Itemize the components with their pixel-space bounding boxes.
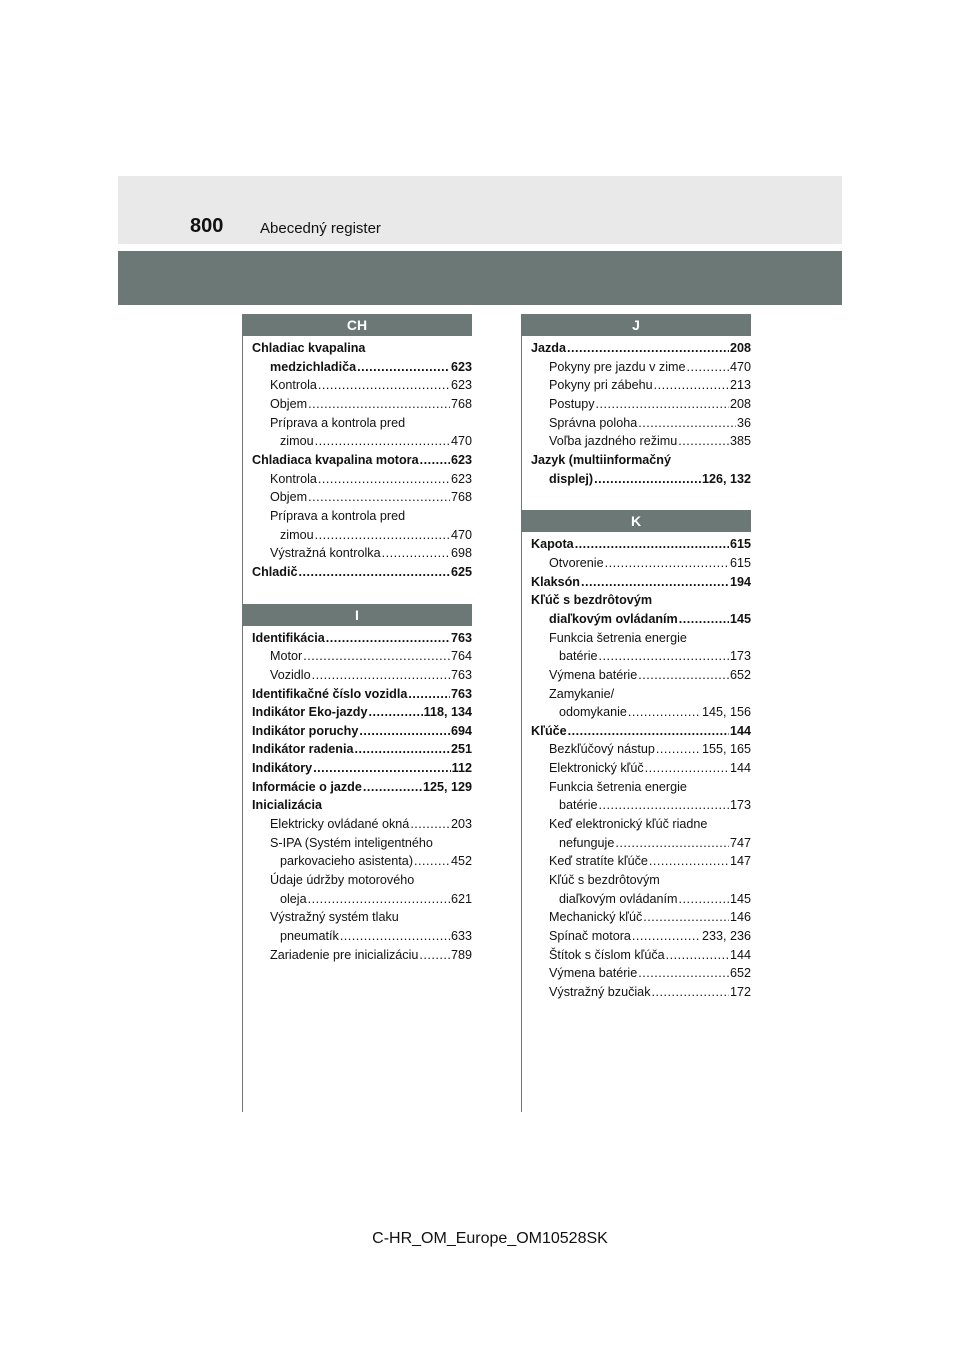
entry-term: Spínač motora bbox=[549, 929, 631, 944]
index-entry bbox=[531, 470, 751, 489]
index-entry bbox=[531, 946, 751, 965]
letter-heading: CH bbox=[242, 314, 472, 336]
entry-term: pneumatík bbox=[280, 929, 339, 944]
entry-page-ref: 615 bbox=[729, 555, 751, 570]
entry-page-ref: 789 bbox=[450, 947, 472, 962]
entry-page-ref: 768 bbox=[450, 490, 472, 505]
entry-page-ref: 213 bbox=[729, 378, 751, 393]
index-entry bbox=[531, 964, 751, 983]
entry-term: displej) bbox=[549, 471, 594, 486]
entry-term: batérie bbox=[559, 649, 598, 664]
entry-page-ref: 470 bbox=[450, 527, 472, 542]
entry-page-ref: 146 bbox=[729, 910, 751, 925]
index-entry bbox=[531, 339, 751, 358]
index-entry bbox=[531, 871, 751, 890]
index-entry bbox=[531, 908, 751, 927]
entry-page-ref: 623 bbox=[450, 452, 472, 467]
chapter-band bbox=[118, 251, 842, 305]
entry-page-ref: 233, 236 bbox=[701, 929, 751, 944]
entry-page-ref: 747 bbox=[729, 835, 751, 850]
index-entry bbox=[252, 507, 472, 526]
index-entry bbox=[252, 339, 472, 358]
dot-leader bbox=[312, 666, 450, 685]
index-entry bbox=[252, 432, 472, 451]
dot-leader bbox=[638, 414, 736, 433]
index-entry bbox=[252, 629, 472, 648]
letter-heading: K bbox=[521, 510, 751, 532]
entry-page-ref: 764 bbox=[450, 649, 472, 664]
dot-leader bbox=[340, 927, 450, 946]
entry-term: oleja bbox=[280, 891, 307, 906]
dot-leader bbox=[679, 610, 729, 629]
dot-leader bbox=[382, 544, 450, 563]
entry-term: odomykanie bbox=[559, 705, 627, 720]
index-entry bbox=[252, 376, 472, 395]
entry-term: Identifikačné číslo vozidla bbox=[252, 686, 408, 701]
index-entry-list bbox=[242, 339, 472, 582]
entry-term: Kľúče bbox=[531, 723, 567, 738]
entry-term: Kontrola bbox=[270, 378, 317, 393]
entry-page-ref: 251 bbox=[450, 742, 472, 757]
index-entry bbox=[252, 852, 472, 871]
dot-leader bbox=[645, 759, 729, 778]
entry-term: Chladiaca kvapalina motora bbox=[252, 452, 419, 467]
entry-term: Funkcia šetrenia energie bbox=[549, 779, 687, 794]
index-entry bbox=[531, 451, 751, 470]
entry-term: S-IPA (Systém inteligentného bbox=[270, 835, 433, 850]
index-entry bbox=[252, 666, 472, 685]
index-entry bbox=[252, 908, 472, 927]
page-number: 800 bbox=[190, 215, 224, 237]
entry-page-ref: 698 bbox=[450, 546, 472, 561]
section-gap bbox=[242, 582, 472, 604]
entry-page-ref: 36 bbox=[736, 415, 751, 430]
entry-page-ref: 452 bbox=[450, 854, 472, 869]
dot-leader bbox=[599, 647, 729, 666]
index-entry bbox=[252, 759, 472, 778]
entry-term: medzichladiča bbox=[270, 359, 357, 374]
dot-leader bbox=[315, 432, 450, 451]
index-entry bbox=[252, 722, 472, 741]
entry-term: Jazyk (multiinformačný bbox=[531, 452, 671, 467]
index-entry bbox=[531, 927, 751, 946]
dot-leader bbox=[643, 908, 729, 927]
dot-leader bbox=[687, 358, 729, 377]
dot-leader bbox=[652, 983, 729, 1002]
entry-page-ref: 652 bbox=[729, 667, 751, 682]
dot-leader bbox=[318, 470, 450, 489]
entry-term: Výstražná kontrolka bbox=[270, 546, 381, 561]
index-entry bbox=[531, 722, 751, 741]
dot-leader bbox=[605, 554, 729, 573]
dot-leader bbox=[308, 488, 450, 507]
header-band bbox=[118, 176, 842, 244]
dot-leader bbox=[596, 395, 729, 414]
dot-leader bbox=[575, 535, 729, 554]
index-entry-list bbox=[242, 629, 472, 965]
index-entry bbox=[531, 573, 751, 592]
entry-page-ref: 623 bbox=[450, 471, 472, 486]
index-entry bbox=[531, 890, 751, 909]
entry-page-ref: 763 bbox=[450, 667, 472, 682]
entry-term: Informácie o jazde bbox=[252, 779, 362, 794]
index-entry bbox=[531, 414, 751, 433]
entry-page-ref: 145, 156 bbox=[701, 705, 751, 720]
index-entry bbox=[252, 871, 472, 890]
entry-term: Elektricky ovládané okná bbox=[270, 817, 410, 832]
dot-leader bbox=[308, 395, 450, 414]
index-entry bbox=[531, 759, 751, 778]
entry-term: Kapota bbox=[531, 537, 574, 552]
index-entry bbox=[531, 358, 751, 377]
entry-term: batérie bbox=[559, 798, 598, 813]
entry-page-ref: 763 bbox=[450, 630, 472, 645]
entry-page-ref: 145 bbox=[729, 611, 751, 626]
index-entry-list bbox=[521, 535, 751, 1001]
entry-page-ref: 470 bbox=[450, 434, 472, 449]
entry-term: Príprava a kontrola pred bbox=[270, 415, 406, 430]
entry-term: Elektronický kľúč bbox=[549, 761, 644, 776]
entry-page-ref: 385 bbox=[729, 434, 751, 449]
index-entry bbox=[252, 778, 472, 797]
entry-term: nefunguje bbox=[559, 835, 615, 850]
entry-term: Zariadenie pre inicializáciu bbox=[270, 947, 419, 962]
index-entry bbox=[531, 610, 751, 629]
dot-leader bbox=[318, 376, 450, 395]
index-entry bbox=[531, 740, 751, 759]
entry-page-ref: 623 bbox=[450, 359, 472, 374]
dot-leader bbox=[678, 890, 729, 909]
entry-term: Identifikácia bbox=[252, 630, 325, 645]
dot-leader bbox=[363, 778, 422, 797]
index-entry bbox=[531, 432, 751, 451]
entry-term: Výstražný systém tlaku bbox=[270, 910, 399, 925]
entry-term: Jazda bbox=[531, 341, 567, 355]
entry-page-ref: 126, 132 bbox=[701, 471, 751, 486]
index-column-right bbox=[521, 314, 751, 1002]
entry-term: Pokyny pri zábehu bbox=[549, 378, 653, 393]
index-entry bbox=[252, 544, 472, 563]
entry-page-ref: 112 bbox=[451, 761, 472, 776]
entry-term: Výmena batérie bbox=[549, 966, 638, 981]
index-entry bbox=[531, 796, 751, 815]
index-entry bbox=[531, 703, 751, 722]
index-entry bbox=[531, 395, 751, 414]
dot-leader bbox=[313, 759, 450, 778]
entry-term: Objem bbox=[270, 396, 308, 411]
index-entry bbox=[531, 647, 751, 666]
dot-leader bbox=[594, 470, 701, 489]
entry-term: Správna poloha bbox=[549, 415, 638, 430]
entry-term: Indikátor Eko-jazdy bbox=[252, 705, 368, 720]
dot-leader bbox=[666, 946, 729, 965]
entry-page-ref: 144 bbox=[729, 947, 751, 962]
entry-term: Postupy bbox=[549, 396, 595, 411]
index-entry bbox=[252, 526, 472, 545]
entry-term: zimou bbox=[280, 434, 314, 449]
entry-term: Funkcia šetrenia energie bbox=[549, 630, 687, 645]
dot-leader bbox=[303, 647, 450, 666]
entry-page-ref: 633 bbox=[450, 929, 472, 944]
dot-leader bbox=[581, 573, 729, 592]
index-entry-list bbox=[521, 339, 751, 488]
entry-page-ref: 118, 134 bbox=[423, 705, 472, 720]
entry-term: zimou bbox=[280, 527, 314, 542]
index-entry bbox=[531, 685, 751, 704]
index-entry bbox=[531, 376, 751, 395]
entry-page-ref: 145 bbox=[729, 891, 751, 906]
index-entry bbox=[531, 629, 751, 648]
entry-term: Otvorenie bbox=[549, 555, 604, 570]
index-entry bbox=[531, 834, 751, 853]
entry-term: Štítok s číslom kľúča bbox=[549, 947, 665, 962]
index-entry bbox=[252, 488, 472, 507]
entry-term: Kľúč s bezdrôtovým bbox=[531, 593, 653, 608]
letter-heading: I bbox=[242, 604, 472, 626]
dot-leader bbox=[414, 852, 450, 871]
dot-leader bbox=[632, 927, 701, 946]
index-entry bbox=[252, 834, 472, 853]
entry-page-ref: 470 bbox=[729, 359, 751, 374]
dot-leader bbox=[568, 722, 729, 741]
entry-page-ref: 155, 165 bbox=[701, 742, 751, 757]
entry-term: Indikátor poruchy bbox=[252, 723, 359, 738]
index-entry bbox=[252, 815, 472, 834]
entry-page-ref: 144 bbox=[729, 761, 751, 776]
dot-leader bbox=[419, 946, 450, 965]
entry-term: Zamykanie/ bbox=[549, 686, 615, 701]
index-entry bbox=[531, 535, 751, 554]
entry-term: Kľúč s bezdrôtovým bbox=[549, 873, 660, 888]
entry-page-ref: 652 bbox=[729, 966, 751, 981]
dot-leader bbox=[357, 358, 450, 377]
index-entry bbox=[252, 470, 472, 489]
letter-heading: J bbox=[521, 314, 751, 336]
index-entry bbox=[531, 815, 751, 834]
entry-page-ref: 173 bbox=[729, 649, 751, 664]
entry-page-ref: 144 bbox=[729, 723, 751, 738]
index-entry bbox=[252, 414, 472, 433]
index-entry bbox=[252, 796, 472, 815]
entry-page-ref: 203 bbox=[450, 817, 472, 832]
index-column-left bbox=[242, 314, 472, 964]
index-entry bbox=[252, 927, 472, 946]
entry-term: Indikátory bbox=[252, 761, 313, 776]
index-entry bbox=[252, 946, 472, 965]
dot-leader bbox=[678, 432, 729, 451]
entry-term: Bezkľúčový nástup bbox=[549, 742, 655, 757]
entry-page-ref: 208 bbox=[729, 341, 751, 355]
dot-leader bbox=[368, 703, 422, 722]
index-entry bbox=[252, 395, 472, 414]
dot-leader bbox=[567, 339, 729, 358]
index-entry bbox=[531, 554, 751, 573]
entry-page-ref: 621 bbox=[450, 891, 472, 906]
entry-term: Príprava a kontrola pred bbox=[270, 508, 406, 523]
index-entry bbox=[252, 563, 472, 582]
entry-page-ref: 763 bbox=[450, 686, 472, 701]
entry-term: Mechanický kľúč bbox=[549, 910, 643, 925]
dot-leader bbox=[354, 740, 450, 759]
dot-leader bbox=[308, 890, 450, 909]
entry-term: Objem bbox=[270, 490, 308, 505]
entry-term: Kontrola bbox=[270, 471, 317, 486]
entry-page-ref: 615 bbox=[729, 537, 751, 552]
dot-leader bbox=[638, 964, 729, 983]
dot-leader bbox=[638, 666, 729, 685]
entry-term: Klaksón bbox=[531, 574, 580, 589]
index-entry bbox=[531, 983, 751, 1002]
entry-term: Voľba jazdného režimu bbox=[549, 434, 678, 449]
dot-leader bbox=[615, 834, 729, 853]
entry-term: Motor bbox=[270, 649, 303, 664]
entry-term: parkovacieho asistenta) bbox=[280, 854, 414, 869]
entry-page-ref: 208 bbox=[729, 396, 751, 411]
dot-leader bbox=[654, 376, 729, 395]
index-entry bbox=[252, 703, 472, 722]
section-gap bbox=[521, 488, 751, 510]
entry-page-ref: 147 bbox=[729, 854, 751, 869]
entry-term: Keď elektronický kľúč riadne bbox=[549, 817, 708, 832]
entry-term: Vozidlo bbox=[270, 667, 311, 682]
index-entry bbox=[252, 740, 472, 759]
entry-page-ref: 768 bbox=[450, 396, 472, 411]
dot-leader bbox=[599, 796, 729, 815]
entry-term: Výmena batérie bbox=[549, 667, 638, 682]
entry-term: Výstražný bzučiak bbox=[549, 985, 651, 999]
entry-term: Chladič bbox=[252, 564, 298, 579]
index-entry bbox=[252, 451, 472, 470]
document-footer: C-HR_OM_Europe_OM10528SK bbox=[372, 1230, 608, 1247]
index-entry bbox=[252, 890, 472, 909]
dot-leader bbox=[656, 740, 701, 759]
entry-page-ref: 173 bbox=[729, 798, 751, 813]
entry-page-ref: 172 bbox=[729, 985, 751, 999]
entry-term: Údaje údržby motorového bbox=[270, 873, 415, 888]
dot-leader bbox=[326, 629, 450, 648]
entry-term: Pokyny pre jazdu v zime bbox=[549, 359, 686, 374]
entry-term: Indikátor radenia bbox=[252, 742, 354, 757]
entry-page-ref: 694 bbox=[450, 723, 472, 738]
index-entry bbox=[531, 591, 751, 610]
index-entry bbox=[252, 685, 472, 704]
dot-leader bbox=[649, 852, 729, 871]
index-entry bbox=[531, 778, 751, 797]
entry-term: diaľkovým ovládaním bbox=[559, 891, 678, 906]
index-entry bbox=[252, 647, 472, 666]
dot-leader bbox=[628, 703, 701, 722]
dot-leader bbox=[359, 722, 450, 741]
dot-leader bbox=[299, 563, 450, 582]
dot-leader bbox=[420, 451, 450, 470]
entry-page-ref: 625 bbox=[450, 564, 472, 579]
section-title: Abecedný register bbox=[260, 220, 381, 237]
index-entry bbox=[531, 666, 751, 685]
index-entry bbox=[252, 358, 472, 377]
dot-leader bbox=[410, 815, 450, 834]
index-entry bbox=[531, 852, 751, 871]
entry-term: diaľkovým ovládaním bbox=[549, 611, 678, 626]
entry-page-ref: 194 bbox=[729, 574, 751, 589]
entry-page-ref: 125, 129 bbox=[422, 779, 472, 794]
entry-page-ref: 623 bbox=[450, 378, 472, 393]
entry-term: Keď stratíte kľúče bbox=[549, 854, 648, 869]
entry-term: Inicializácia bbox=[252, 798, 323, 813]
dot-leader bbox=[408, 685, 450, 704]
entry-term: Chladiac kvapalina bbox=[252, 341, 366, 355]
dot-leader bbox=[315, 526, 450, 545]
